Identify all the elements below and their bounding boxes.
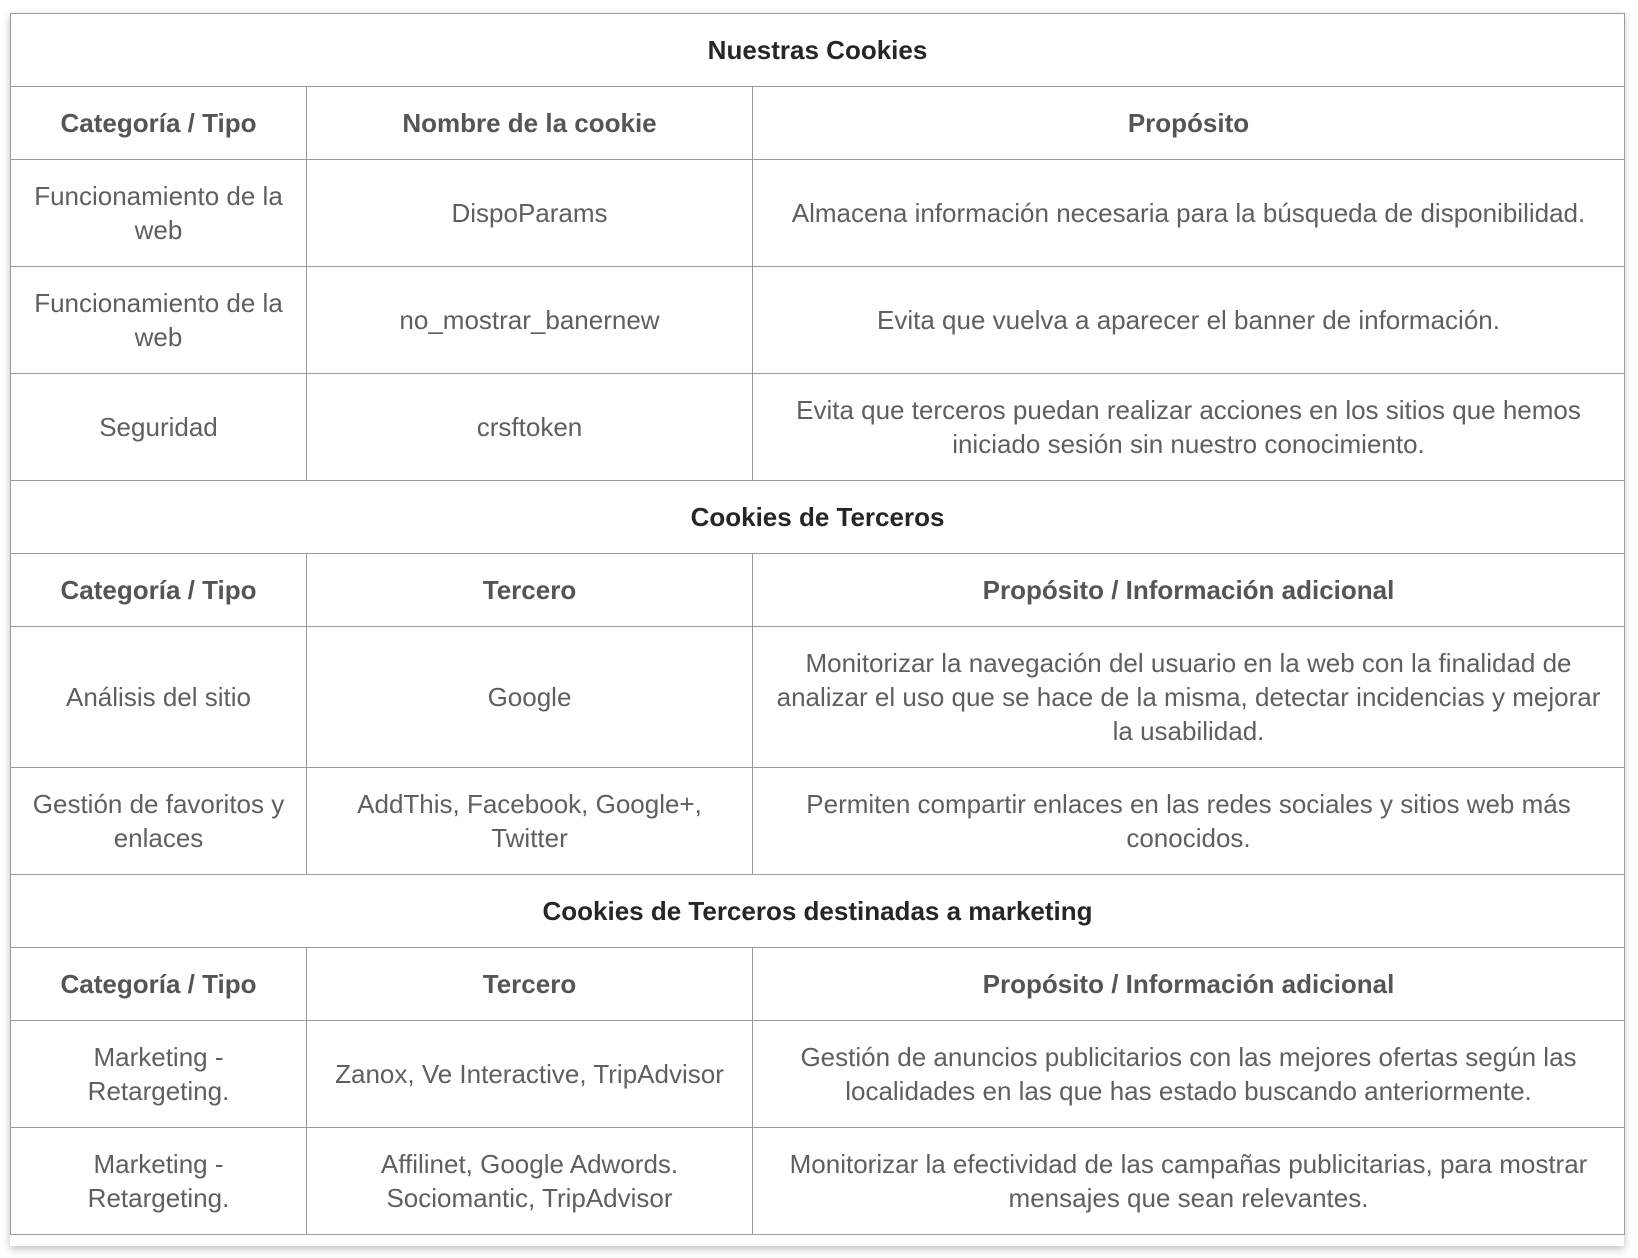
cell-purpose: Evita que vuelva a aparecer el banner de información.: [753, 267, 1625, 374]
header-third-party: Tercero: [307, 554, 753, 627]
table-row: [11, 267, 1625, 374]
section-title-marketing-cookies: Cookies de Terceros destinadas a marketing: [11, 875, 1625, 948]
cell-category: Análisis del sitio: [11, 627, 307, 768]
cell-purpose: Monitorizar la navegación del usuario en la web con la finalidad de analizar el uso que se hace de la misma, detectar incidencias y mejorar la usabilidad.: [753, 627, 1625, 768]
cell-third-party: Google: [307, 627, 753, 768]
cell-third-party: Affilinet, Google Adwords. Sociomantic, TripAdvisor: [307, 1128, 753, 1235]
header-purpose-info: Propósito / Información adicional: [753, 554, 1625, 627]
cell-purpose: Gestión de anuncios publicitarios con las mejores ofertas según las localidades en las que has estado buscando anteriormente.: [753, 1021, 1625, 1128]
table-row: [11, 627, 1625, 768]
header-row: [11, 948, 1625, 1021]
cell-category: Marketing - Retargeting.: [11, 1021, 307, 1128]
header-cookie-name: Nombre de la cookie: [307, 87, 753, 160]
header-category: Categoría / Tipo: [11, 554, 307, 627]
cell-category: Gestión de favoritos y enlaces: [11, 768, 307, 875]
cell-category: Seguridad: [11, 374, 307, 481]
cell-category: Marketing - Retargeting.: [11, 1128, 307, 1235]
table-row: [11, 374, 1625, 481]
cell-cookie-name: DispoParams: [307, 160, 753, 267]
cell-third-party: Zanox, Ve Interactive, TripAdvisor: [307, 1021, 753, 1128]
cell-cookie-name: crsftoken: [307, 374, 753, 481]
cookies-table: [10, 13, 1625, 1235]
section-title-row: [11, 875, 1625, 948]
cell-purpose: Monitorizar la efectividad de las campañas publicitarias, para mostrar mensajes que sean relevantes.: [753, 1128, 1625, 1235]
section-title-row: [11, 14, 1625, 87]
cell-purpose: Evita que terceros puedan realizar acciones en los sitios que hemos iniciado sesión sin nuestro conocimiento.: [753, 374, 1625, 481]
header-purpose: Propósito: [753, 87, 1625, 160]
header-category: Categoría / Tipo: [11, 948, 307, 1021]
header-row: [11, 87, 1625, 160]
header-third-party: Tercero: [307, 948, 753, 1021]
header-category: Categoría / Tipo: [11, 87, 307, 160]
section-title-own-cookies: Nuestras Cookies: [11, 14, 1625, 87]
table-row: [11, 1021, 1625, 1128]
section-title-third-party-cookies: Cookies de Terceros: [11, 481, 1625, 554]
section-title-row: [11, 481, 1625, 554]
cell-category: Funcionamiento de la web: [11, 160, 307, 267]
cell-purpose: Permiten compartir enlaces en las redes sociales y sitios web más conocidos.: [753, 768, 1625, 875]
table-row: [11, 1128, 1625, 1235]
table-row: [11, 160, 1625, 267]
cell-third-party: AddThis, Facebook, Google+, Twitter: [307, 768, 753, 875]
cell-category: Funcionamiento de la web: [11, 267, 307, 374]
header-row: [11, 554, 1625, 627]
cell-purpose: Almacena información necesaria para la búsqueda de disponibilidad.: [753, 160, 1625, 267]
header-purpose-info: Propósito / Información adicional: [753, 948, 1625, 1021]
cookies-table-container: [10, 13, 1624, 1246]
table-row: [11, 768, 1625, 875]
cell-cookie-name: no_mostrar_banernew: [307, 267, 753, 374]
